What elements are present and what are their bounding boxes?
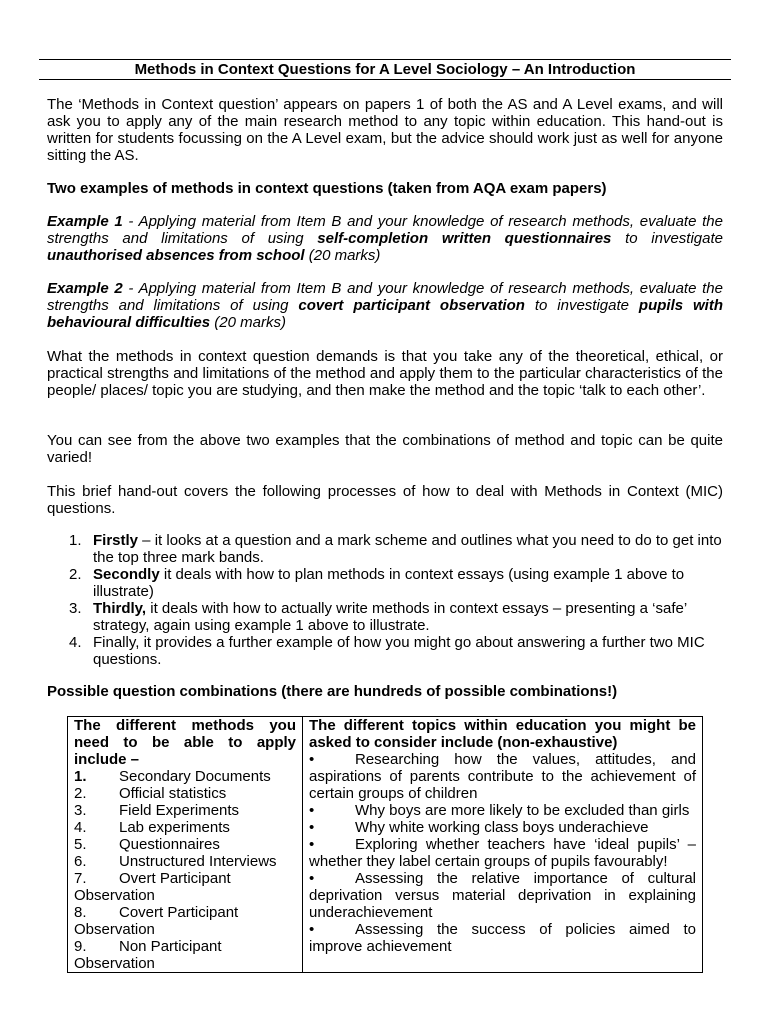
method-number: 3. <box>74 802 87 819</box>
method-item <box>74 938 296 972</box>
step-number: 1. <box>69 532 82 549</box>
method-number: 5. <box>74 836 87 853</box>
method-item <box>74 768 296 785</box>
method-item <box>74 785 296 802</box>
topic-text: Exploring whether teachers have ‘ideal pupils’ – whether they label certain groups of pupils favourably! <box>309 836 696 870</box>
method-label: Overt Participant Observation <box>74 870 231 904</box>
bullet-icon: • <box>309 921 315 938</box>
example-1-label: Example 1 <box>47 213 123 230</box>
topics-list <box>309 751 696 955</box>
method-label: Field Experiments <box>119 802 240 819</box>
example-1-text-b: to investigate <box>611 230 724 247</box>
method-label: Unstructured Interviews <box>119 853 277 870</box>
step-keyword: Firstly <box>93 532 139 549</box>
bullet-icon: • <box>309 819 315 836</box>
method-number: 7. <box>74 870 87 887</box>
title-bottom-rule <box>39 79 731 80</box>
method-item <box>74 853 296 870</box>
method-label: Non Participant Observation <box>74 938 222 972</box>
method-item <box>74 870 296 904</box>
varied-paragraph: You can see from the above two examples that the combinations of method and topic can be quite varied! <box>47 432 723 466</box>
method-item <box>74 819 296 836</box>
intro-paragraph <box>47 96 723 164</box>
topic-text: Why white working class boys underachieve <box>355 819 649 836</box>
topics-header: The different topics within education you might be asked to consider include (non-exhaustive) <box>309 717 696 751</box>
bullet-icon: • <box>309 870 315 887</box>
topic-item <box>309 802 696 819</box>
step-number: 3. <box>69 600 82 617</box>
title-top-rule <box>39 59 731 60</box>
example-2-text-b: to investigate <box>524 297 639 314</box>
example-2-text-a: - Applying material from Item B and your knowledge of research methods, evaluate the strengths and limitations of using <box>47 280 723 314</box>
methods-column <box>68 717 303 973</box>
topic-text: Researching how the values, attitudes, and aspirations of parents contribute to the achievement of certain groups of children <box>309 751 696 802</box>
topic-text: Assessing the success of policies aimed to improve achievement <box>309 921 696 955</box>
intro-text: The ‘Methods in Context question’ appears on papers 1 of both the AS and A Level exams, and will ask you to apply any of the main research method to any topic within education. This hand-out is written for students focussing on the A Level exam, but the advice should work just as well for anyone sitting the AS. <box>47 96 723 164</box>
method-number: 6. <box>74 853 87 870</box>
step-keyword: Thirdly, <box>93 600 147 617</box>
example-1-topic: unauthorised absences from school <box>47 247 305 264</box>
example-1-marks: (20 marks) <box>304 247 381 264</box>
method-item <box>74 904 296 938</box>
steps-list-wrapper <box>47 532 723 668</box>
step-keyword: Secondly <box>93 566 160 583</box>
topic-item <box>309 751 696 802</box>
example-2 <box>47 280 723 331</box>
method-item <box>74 836 296 853</box>
bullet-icon: • <box>309 802 315 819</box>
method-item <box>74 802 296 819</box>
combinations-table <box>67 716 703 973</box>
topic-text: Why boys are more likely to be excluded than girls <box>355 802 690 819</box>
topic-item <box>309 921 696 955</box>
step-number: 4. <box>69 634 82 651</box>
method-label: Lab experiments <box>119 819 230 836</box>
method-label: Covert Participant Observation <box>74 904 239 938</box>
method-label: Official statistics <box>119 785 227 802</box>
example-1 <box>47 213 723 264</box>
step-text: – it looks at a question and a mark scheme and outlines what you need to do to get into the top three mark bands. <box>93 532 722 566</box>
bullet-icon: • <box>309 836 315 853</box>
document-title: Methods in Context Questions for A Level Sociology – An Introduction <box>134 61 636 78</box>
method-number: 2. <box>74 785 87 802</box>
topic-item <box>309 819 696 836</box>
demands-paragraph: What the methods in context question demands is that you take any of the theoretical, ethical, or practical strengths and limitations of the method and apply them to the particular characteristics of the people/ places/ topic you are studying, and then make the method and the topic ‘talk to each other’. <box>47 348 723 399</box>
method-number: 8. <box>74 904 87 921</box>
step-text: it deals with how to plan methods in context essays (using example 1 above to illustrate) <box>93 566 685 600</box>
topics-column <box>303 717 703 973</box>
example-2-marks: (20 marks) <box>210 314 286 331</box>
example-1-method: self-completion written questionnaires <box>317 230 612 247</box>
step-item <box>47 600 723 634</box>
topic-text: Assessing the relative importance of cultural deprivation versus material deprivation in explaining underachievement <box>309 870 696 921</box>
topic-item <box>309 836 696 870</box>
covers-paragraph: This brief hand-out covers the following processes of how to deal with Methods in Context (MIC) questions. <box>47 483 723 517</box>
method-label: Questionnaires <box>119 836 220 853</box>
step-text: it deals with how to actually write methods in context essays – presenting a ‘safe’ strategy, again using example 1 above to illustrate. <box>93 600 687 634</box>
method-label: Secondary Documents <box>119 768 271 785</box>
method-number: 9. <box>74 938 87 955</box>
methods-header: The different methods you need to be able to apply include – <box>74 717 296 768</box>
example-2-label: Example 2 <box>47 280 123 297</box>
step-number: 2. <box>69 566 82 583</box>
examples-heading: Two examples of methods in context questions (taken from AQA exam papers) <box>47 180 607 197</box>
step-item <box>47 566 723 600</box>
example-2-method: covert participant observation <box>298 297 525 314</box>
step-item <box>47 634 723 668</box>
combos-heading: Possible question combinations (there are hundreds of possible combinations!) <box>47 683 618 700</box>
example-2-topic: pupils with behavioural difficulties <box>47 297 723 331</box>
example-1-text-a: - Applying material from Item B and your knowledge of research methods, evaluate the strengths and limitations of using <box>47 213 723 247</box>
bullet-icon: • <box>309 751 315 768</box>
step-item <box>47 532 723 566</box>
steps-list <box>47 532 723 668</box>
topic-item <box>309 870 696 921</box>
step-text: Finally, it provides a further example of how you might go about answering a further two MIC questions. <box>93 634 705 668</box>
method-number: 1. <box>74 768 87 785</box>
methods-list <box>74 768 296 972</box>
method-number: 4. <box>74 819 87 836</box>
